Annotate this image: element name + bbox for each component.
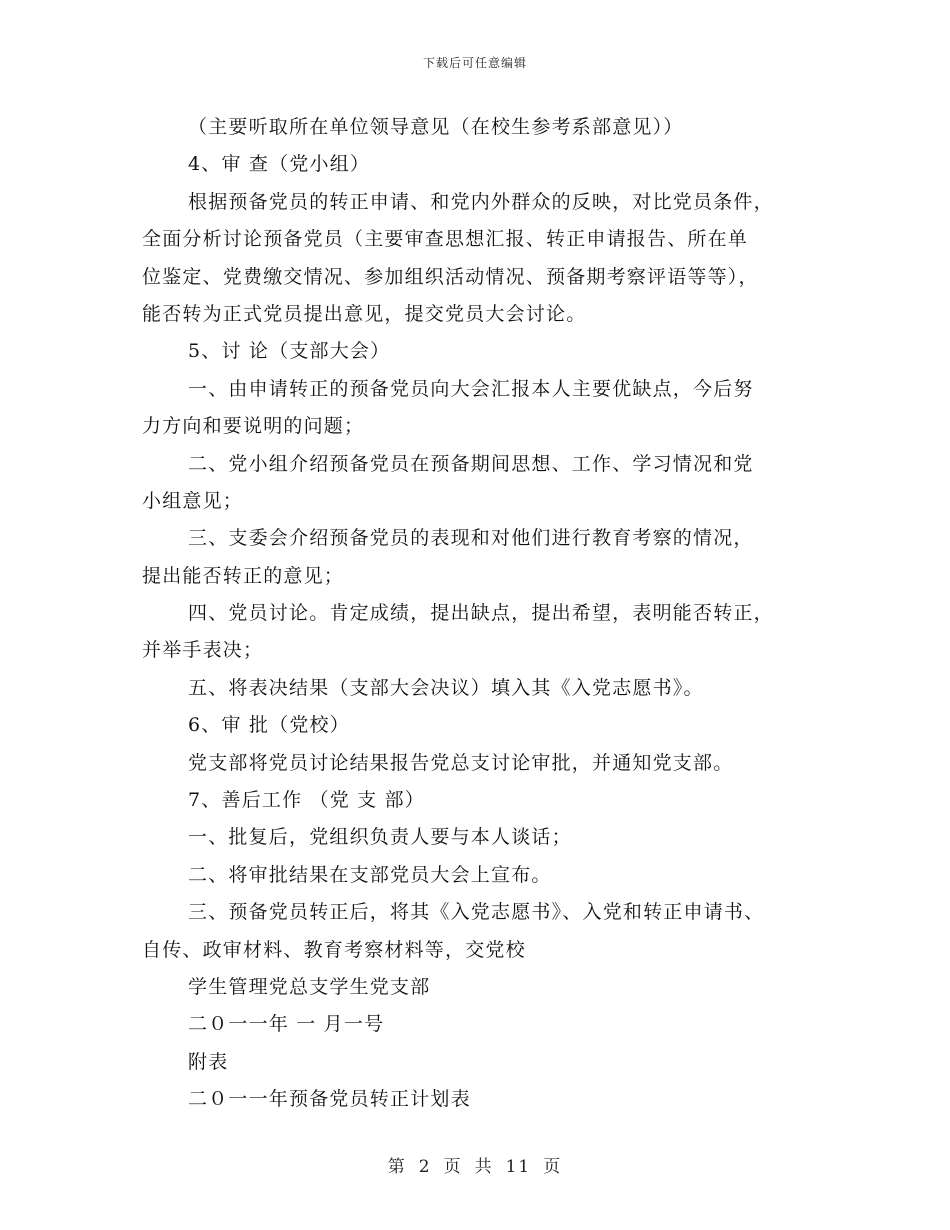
header-note: 下载后可任意编辑 — [422, 56, 527, 70]
body-line: 自传、政审材料、教育考察材料等，交党校 — [142, 938, 526, 961]
body-line: 三、支委会介绍预备党员的表现和对他们进行教育考察的情况， — [188, 527, 754, 550]
appendix-label: 附表 — [188, 1050, 229, 1073]
section-heading-followup: 7、善后工作 （党 支 部） — [188, 789, 426, 812]
body-line: 五、将表决结果（支部大会决议）填入其《入党志愿书》。 — [188, 676, 704, 699]
section-heading-review: 4、审 查（党小组） — [188, 153, 371, 176]
section-heading-discussion: 5、讨 论（支部大会） — [188, 340, 391, 363]
body-line: 党支部将党员讨论结果报告党总支讨论审批，并通知党支部。 — [188, 751, 734, 774]
total-pages: 11 — [505, 1157, 532, 1177]
body-line: 并举手表决； — [142, 639, 264, 662]
body-line: 三、预备党员转正后，将其《入党志愿书》、入党和转正申请书、 — [188, 901, 765, 924]
body-line: 力方向和要说明的问题； — [142, 415, 365, 438]
page-number: 2 — [418, 1157, 432, 1177]
body-line: 二、将审批结果在支部党员大会上宣布。 — [188, 863, 552, 886]
page-mid: 页 — [443, 1157, 463, 1177]
body-line: 一、批复后，党组织负责人要与本人谈话； — [188, 826, 572, 849]
body-line: 能否转为正式党员提出意见，提交党员大会讨论。 — [142, 302, 587, 325]
document-body — [142, 109, 822, 1119]
page-footer — [0, 1152, 950, 1177]
signature-date: 二０一一年 一 月一号 — [188, 1013, 385, 1036]
body-line: 根据预备党员的转正申请、和党内外群众的反映，对比党员条件， — [188, 190, 774, 213]
section-heading-approval: 6、审 批（党校） — [188, 714, 350, 737]
body-line: 提出能否转正的意见； — [142, 564, 345, 587]
body-line: 小组意见； — [142, 489, 244, 512]
total-suffix: 页 — [543, 1157, 563, 1177]
body-line: 一、由申请转正的预备党员向大会汇报本人主要优缺点，今后努 — [188, 377, 754, 400]
body-line: 二、党小组介绍预备党员在预备期间思想、工作、学习情况和党 — [188, 452, 754, 475]
signature-org: 学生管理党总支学生党支部 — [188, 975, 431, 998]
appendix-title: 二０一一年预备党员转正计划表 — [188, 1088, 471, 1111]
total-prefix: 共 — [474, 1157, 494, 1177]
body-line: （主要听取所在单位领导意见（在校生参考系部意见）） — [188, 116, 684, 138]
body-line: 全面分析讨论预备党员（主要审查思想汇报、转正申请报告、所在单 — [142, 228, 749, 251]
page-prefix: 第 — [387, 1157, 407, 1177]
body-line: 位鉴定、党费缴交情况、参加组织活动情况、预备期考察评语等等）， — [142, 265, 759, 288]
body-line: 四、党员讨论。肯定成绩，提出缺点，提出希望，表明能否转正， — [188, 602, 774, 625]
